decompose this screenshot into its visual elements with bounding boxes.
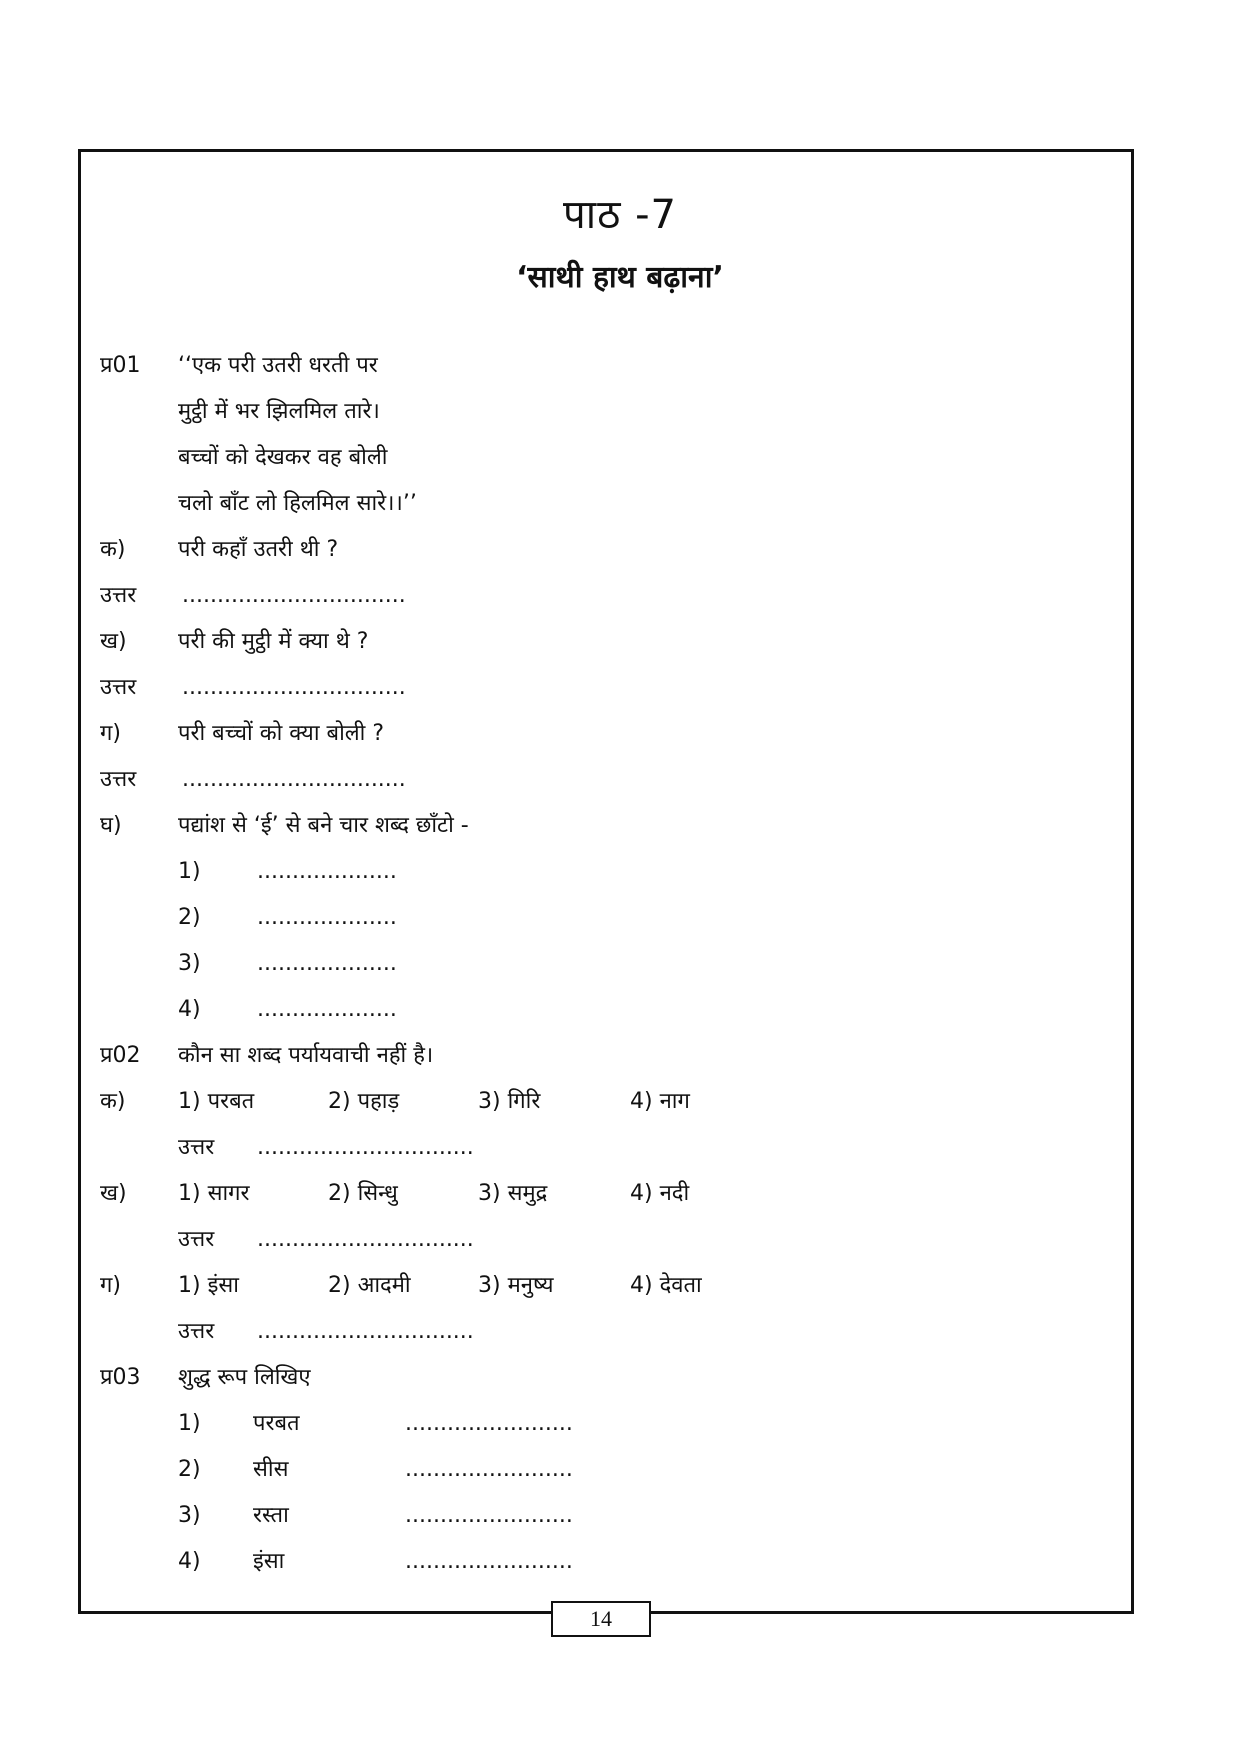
answer-blank[interactable]: ........................: [405, 1457, 573, 1482]
option-1[interactable]: 1) इंसा: [178, 1273, 239, 1298]
q1-label: प्र01: [100, 353, 141, 378]
answer-blank[interactable]: ...............................: [257, 1135, 474, 1160]
q1-part-ga-marker: ग): [100, 721, 121, 746]
q1-part-kha-marker: ख): [100, 629, 127, 654]
answer-blank[interactable]: ........................: [405, 1411, 573, 1436]
answer-blank[interactable]: ...............................: [257, 1319, 474, 1344]
answer-blank[interactable]: ........................: [405, 1549, 573, 1574]
q1-part-gha-question: पद्यांश से ‘ई’ से बने चार शब्द छाँटो -: [178, 813, 469, 838]
option-3[interactable]: 3) गिरि: [478, 1089, 541, 1114]
q2-label: प्र02: [100, 1043, 141, 1068]
option-4[interactable]: 4) देवता: [630, 1273, 702, 1298]
answer-blank[interactable]: ...............................: [257, 1227, 474, 1252]
option-1[interactable]: 1) परबत: [178, 1089, 255, 1114]
option-2[interactable]: 2) आदमी: [328, 1273, 411, 1298]
answer-blank[interactable]: ................................: [182, 583, 406, 608]
option-2[interactable]: 2) सिन्धु: [328, 1181, 398, 1206]
q3-question: शुद्ध रूप लिखिए: [178, 1365, 311, 1390]
q2-set-ka-marker: क): [100, 1089, 126, 1114]
q1-part-ka-question: परी कहाँ उतरी थी ?: [178, 537, 339, 562]
answer-label: उत्तर: [178, 1135, 215, 1160]
q2-question: कौन सा शब्द पर्यायवाची नहीं है।: [178, 1043, 434, 1068]
q1-part-kha-question: परी की मुट्ठी में क्या थे ?: [178, 629, 369, 654]
answer-label: उत्तर: [178, 1319, 215, 1344]
answer-blank[interactable]: ........................: [405, 1503, 573, 1528]
q1-part-gha-marker: घ): [100, 813, 122, 838]
option-4[interactable]: 4) नदी: [630, 1181, 690, 1206]
poem-line-2: मुट्ठी में भर झिलमिल तारे।: [178, 399, 380, 424]
q1-part-ka-marker: क): [100, 537, 126, 562]
answer-blank[interactable]: ....................: [257, 905, 397, 930]
list-item-number: 4): [178, 1549, 201, 1574]
answer-label: उत्तर: [100, 767, 137, 792]
list-item-number: 2): [178, 905, 201, 930]
answer-blank[interactable]: ....................: [257, 859, 397, 884]
q3-label: प्र03: [100, 1365, 141, 1390]
list-item-number: 1): [178, 1411, 201, 1436]
answer-label: उत्तर: [100, 583, 137, 608]
answer-blank[interactable]: ................................: [182, 675, 406, 700]
option-4[interactable]: 4) नाग: [630, 1089, 690, 1114]
word: इंसा: [253, 1549, 285, 1574]
answer-blank[interactable]: ....................: [257, 997, 397, 1022]
word: सीस: [253, 1457, 289, 1482]
list-item-number: 2): [178, 1457, 201, 1482]
word: परबत: [253, 1411, 300, 1436]
q2-set-ga-marker: ग): [100, 1273, 121, 1298]
answer-blank[interactable]: ....................: [257, 951, 397, 976]
answer-label: उत्तर: [100, 675, 137, 700]
poem-line-1: ‘‘एक परी उतरी धरती पर: [178, 353, 378, 378]
poem-line-3: बच्चों को देखकर वह बोली: [178, 445, 388, 470]
option-2[interactable]: 2) पहाड़: [328, 1089, 400, 1114]
list-item-number: 3): [178, 1503, 201, 1528]
list-item-number: 1): [178, 859, 201, 884]
lesson-subtitle: ‘साथी हाथ बढ़ाना’: [516, 260, 724, 295]
q2-set-kha-marker: ख): [100, 1181, 127, 1206]
poem-line-4: चलो बाँट लो हिलमिल सारे।।’’: [178, 491, 417, 516]
list-item-number: 3): [178, 951, 201, 976]
answer-blank[interactable]: ................................: [182, 767, 406, 792]
list-item-number: 4): [178, 997, 201, 1022]
answer-label: उत्तर: [178, 1227, 215, 1252]
page-number: 14: [551, 1601, 651, 1637]
q1-part-ga-question: परी बच्चों को क्या बोली ?: [178, 721, 385, 746]
lesson-title: पाठ -7: [563, 192, 677, 238]
option-3[interactable]: 3) समुद्र: [478, 1181, 548, 1206]
option-3[interactable]: 3) मनुष्य: [478, 1273, 554, 1298]
option-1[interactable]: 1) सागर: [178, 1181, 250, 1206]
word: रस्ता: [253, 1503, 289, 1528]
